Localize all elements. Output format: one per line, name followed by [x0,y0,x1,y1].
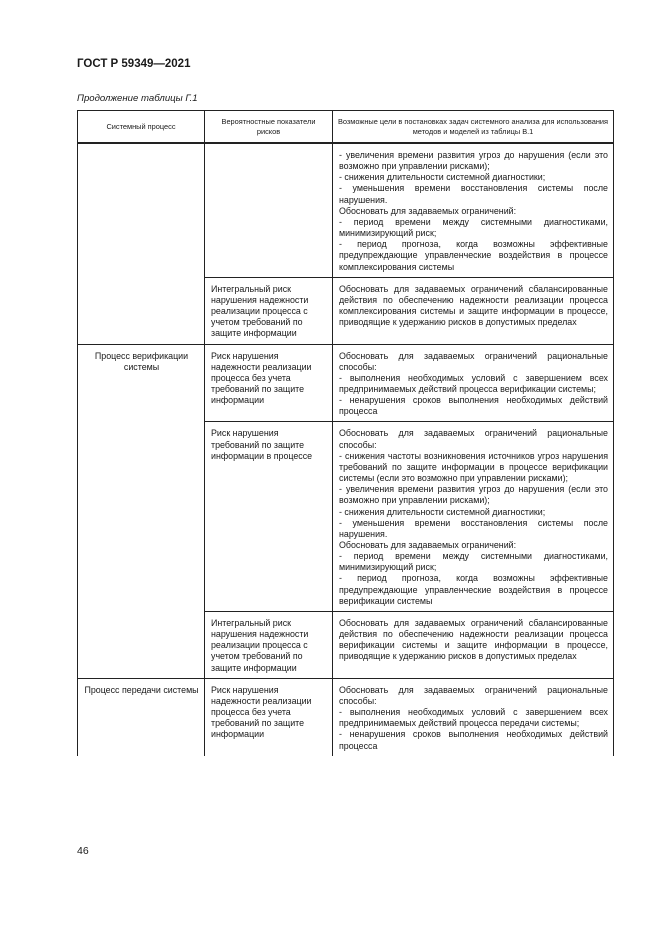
cell-goals [333,611,614,678]
table-row [78,344,614,422]
goal-line: - ненарушения сроков выполнения необходимых действий процесса [339,729,608,751]
cell-indicator: Интегральный риск нарушения надежности реализации процесса с учетом требований по защите информации [205,611,333,678]
cell-goals [333,678,614,755]
goal-line: Обосновать для задаваемых ограничений сбалансированные действия по обеспечению надежности реализации процесса комплексирования системы и защите информации в процессе, приводящие к удержанию рисков в допустимых пределах [339,283,608,328]
goal-line: - снижения длительности системной диагностики; [339,172,546,183]
cell-process [78,143,205,344]
goal-line: - ненарушения сроков выполнения необходимых действий процесса [339,395,608,417]
goal-line: Обосновать для задаваемых ограничений: [339,540,517,550]
goal-line: - выполнения необходимых условий с завершением всех предпринимаемых действий процесса верификации системы; [339,372,608,394]
cell-process: Процесс передачи системы [78,678,205,755]
document-header: ГОСТ Р 59349—2021 [77,58,191,70]
cell-indicator: Риск нарушения надежности реализации процесса без учета требований по защите информации [205,344,333,422]
cell-goals [333,143,614,277]
risk-goals-table [77,110,614,756]
goal-line: - период прогноза, когда возможны эффективные предупреждающие управленческие воздействия в процессе верификации системы [339,573,608,606]
goal-line: - период времени между системными диагностиками, минимизирующий риск; [339,551,608,573]
table-row [78,678,614,755]
cell-goals [333,277,614,344]
table-caption: Продолжение таблицы Г.1 [77,93,198,104]
goal-line: Обосновать для задаваемых ограничений: [339,205,517,216]
goal-line: Обосновать для задаваемых ограничений рациональные способы: [339,350,608,372]
goal-line: - снижения частоты возникновения источников угроз нарушения требований по защите информации в процессе верификации системы (если это возможно при управлении рисками); [339,450,608,484]
goal-line: Обосновать для задаваемых ограничений сбалансированные действия по обеспечению надежности реализации процесса верификации системы и защите информации в процессе, приводящие к удержанию рисков в допустимых пределах [339,617,608,662]
cell-indicator: Риск нарушения надежности реализации процесса без учета требований по защите информации [205,678,333,755]
cell-indicator [205,143,333,277]
cell-goals [333,344,614,422]
header-system-process: Системный процесс [78,111,205,144]
table-header-row [78,111,614,144]
goal-line: - уменьшения времени восстановления системы после нарушения. [339,183,608,205]
goal-line: - период прогноза, когда возможны эффективные предупреждающие управленческие воздействия в процессе комплексирования системы [339,239,608,272]
goal-line: - снижения длительности системной диагностики; [339,506,546,517]
header-risk-indicators: Вероятностные показатели рисков [205,111,333,144]
goal-line: - увеличения времени развития угроз до нарушения (если это возможно при управлении рисками); [339,150,608,172]
goal-line: Обосновать для задаваемых ограничений рациональные способы: [339,684,608,706]
goal-line: Обосновать для задаваемых ограничений рациональные способы: [339,428,608,450]
page-number: 46 [77,845,89,857]
header-possible-goals: Возможные цели в постановках задач системного анализа для использования методов и моделей из таблицы В.1 [333,111,614,144]
goal-line: - уменьшения времени восстановления системы после нарушения. [339,517,608,539]
cell-indicator: Риск нарушения требований по защите информации в процессе [205,422,333,612]
cell-goals [333,422,614,612]
cell-indicator: Интегральный риск нарушения надежности реализации процесса с учетом требований по защите информации [205,277,333,344]
cell-process: Процесс верификации системы [78,344,205,678]
goal-line: - выполнения необходимых условий с завершением всех предпринимаемых действий процесса передачи системы; [339,707,608,729]
table-row [78,143,614,277]
goal-line: - увеличения времени развития угроз до нарушения (если это возможно при управлении рисками); [339,484,608,506]
goal-line: - период времени между системными диагностиками, минимизирующий риск; [339,216,608,239]
